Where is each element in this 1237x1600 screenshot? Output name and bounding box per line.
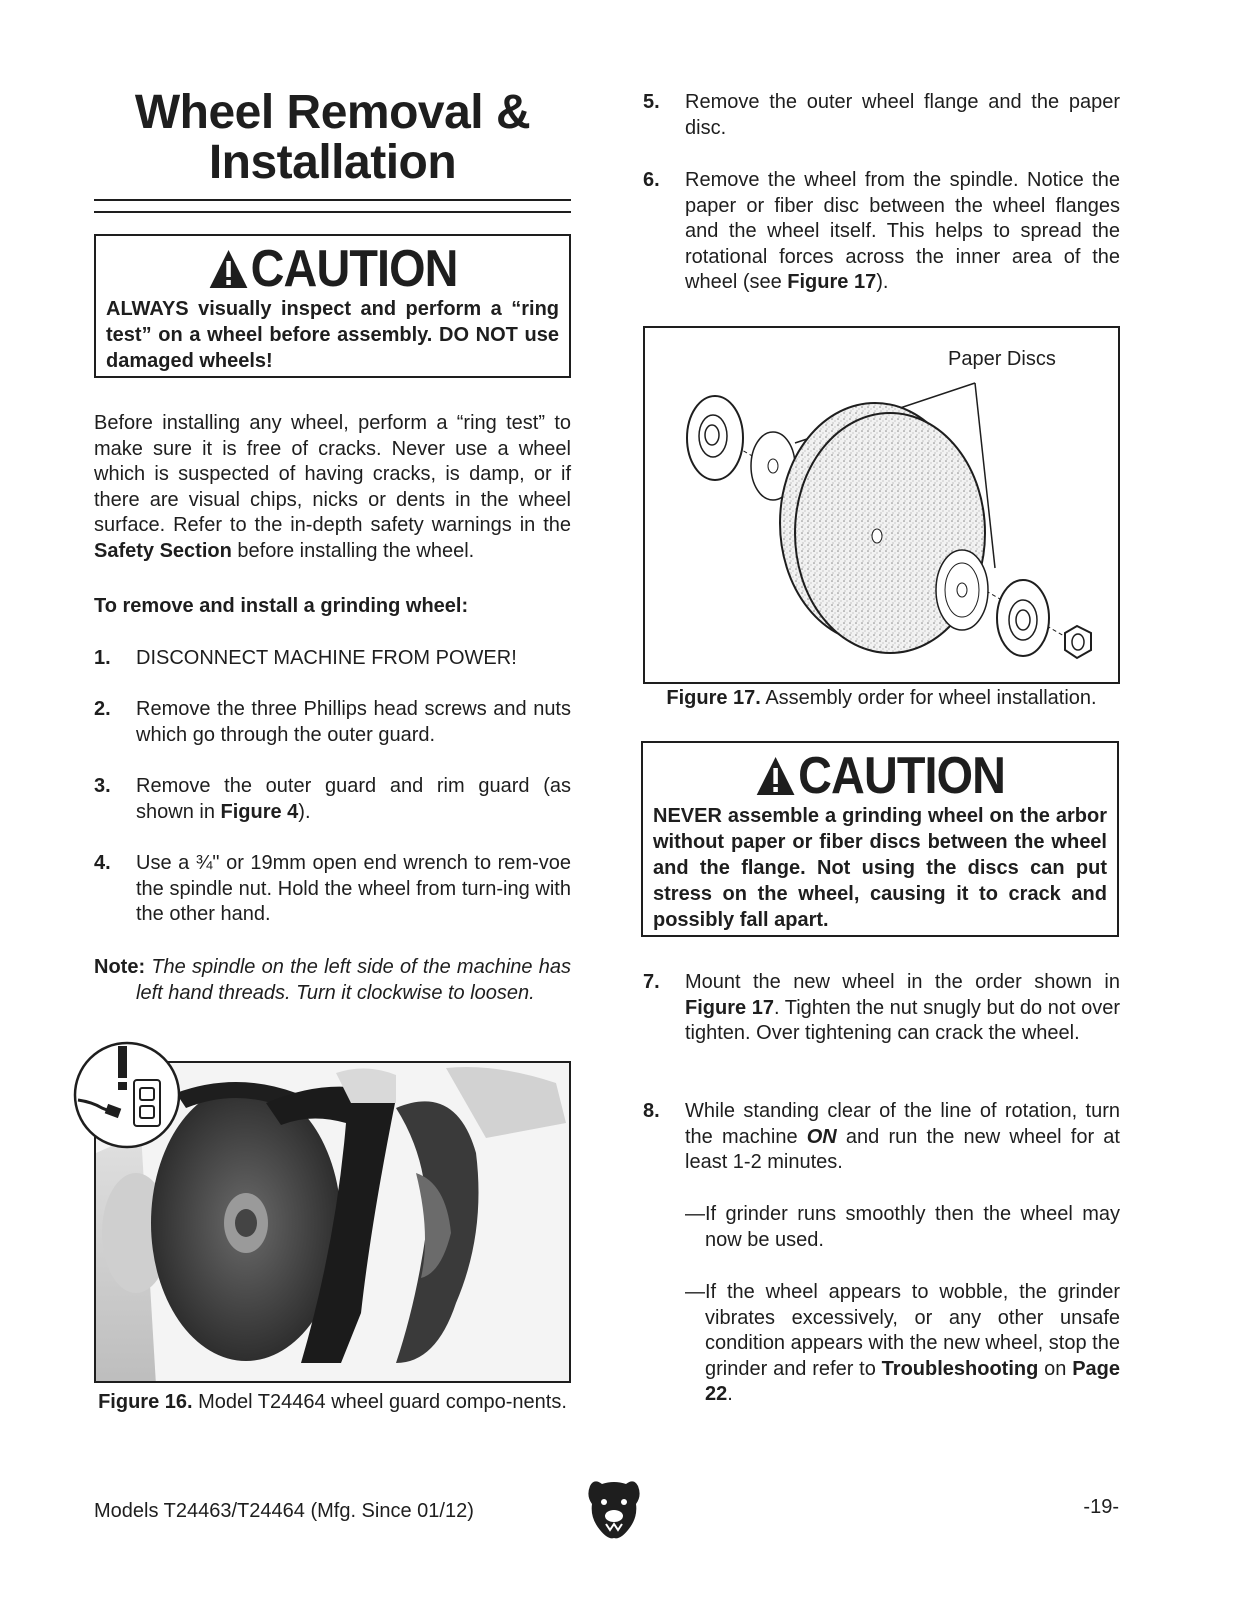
figure-17-ref: Figure 17 — [787, 271, 877, 294]
safety-section-ref: Safety Section — [94, 539, 232, 562]
caution-box-2 — [641, 741, 1119, 937]
figure-17-caption: Figure 17. Assembly order for wheel installation. — [666, 687, 1097, 709]
title-rule-bottom — [94, 211, 571, 213]
caution-text-2: NEVER assemble a grinding wheel on the arbor without paper or fiber discs between the wheel and the flange. Not using the discs can put stress on the wheel, causing it to crack and possibly fall apart. — [653, 805, 1107, 931]
dash-item-2: —If the wheel appears to wobble, the grinder vibrates excessively, or any other unsafe condition appears with the new wheel, stop the grinder and refer to Troubleshooting on Page 22. — [685, 1281, 1121, 1406]
dash-item-1: —If grinder runs smoothly then the wheel may now be used. — [685, 1203, 1120, 1251]
page-title-line2: Installation — [208, 136, 457, 189]
intro-paragraph: Before installing any wheel, perform a “ring test” to make sure it is free of cracks. Never use a wheel which is suspected of having cracks, is damp, or if there are visual chips, nicks or dents in the wheel surface. Refer to the in-depth safety warnings in the Safety Section before installing the wheel. — [94, 412, 571, 562]
step-8: 8. While standing clear of the line of rotation, turn the machine ON and run the new wheel for at least 1-2 minutes. — [643, 1100, 1120, 1174]
warning-triangle-icon — [755, 755, 796, 797]
note-label: Note: — [94, 956, 146, 978]
step-3: 3. Remove the outer guard and rim guard (as shown in Figure 4). — [94, 775, 571, 823]
note — [94, 955, 571, 1006]
wheel-assembly-diagram — [645, 328, 1120, 684]
warning-triangle-icon — [207, 248, 248, 290]
on-emphasis: ON — [806, 1125, 837, 1148]
step-7: 7. Mount the new wheel in the order shown in Figure 17. Tighten the nut snugly but do not over tighten. Over tightening can crack the wheel. — [643, 971, 1120, 1045]
page-title-line1: Wheel Removal & — [134, 86, 531, 139]
bear-logo-icon — [584, 1478, 644, 1540]
figure-17-image — [643, 326, 1120, 684]
procedure-heading: To remove and install a grinding wheel: — [94, 595, 469, 617]
step-2: 2. Remove the three Phillips head screws and nuts which go through the outer guard. — [94, 698, 571, 746]
step-1: 1. DISCONNECT MACHINE FROM POWER! — [94, 647, 517, 669]
title-rule-top — [94, 199, 571, 201]
page-22-ref: Page 22 — [705, 1357, 1121, 1406]
note-text: The spindle on the left side of the machine has left hand threads. Turn it clockwise to loosen. — [136, 956, 571, 1004]
figure-16-caption: Figure 16. Model T24464 wheel guard compo-nents. — [98, 1391, 567, 1413]
figure-4-ref: Figure 4 — [220, 800, 299, 823]
footer-page-number: -19- — [1083, 1496, 1119, 1518]
troubleshooting-ref: Troubleshooting — [881, 1357, 1039, 1380]
step-5: 5. Remove the outer wheel flange and the paper disc. — [643, 91, 1120, 139]
caution-box-1 — [94, 234, 571, 378]
footer-models: Models T24463/T24464 (Mfg. Since 01/12) — [94, 1500, 474, 1522]
step-6: 6. Remove the wheel from the spindle. Notice the paper or fiber disc between the wheel flanges and the wheel itself. This helps to spread the rotational forces across the inner area of the wheel (see Figure 17). — [643, 169, 1120, 294]
page-title — [94, 88, 571, 188]
caution-heading-2: CAUTION — [676, 749, 1085, 803]
caution-text-1: ALWAYS visually inspect and perform a “ring test” on a wheel before assembly. DO NOT use damaged wheels! — [106, 298, 559, 372]
unplug-power-icon — [72, 1040, 182, 1150]
figure-17-ref-2: Figure 17 — [685, 996, 774, 1019]
caution-heading-1: CAUTION — [129, 242, 537, 296]
paper-discs-callout: Paper Discs — [948, 348, 1056, 370]
step-4: 4. Use a ¾" or 19mm open end wrench to rem-voe the spindle nut. Hold the wheel from turn-ing with the other hand. — [94, 852, 571, 926]
